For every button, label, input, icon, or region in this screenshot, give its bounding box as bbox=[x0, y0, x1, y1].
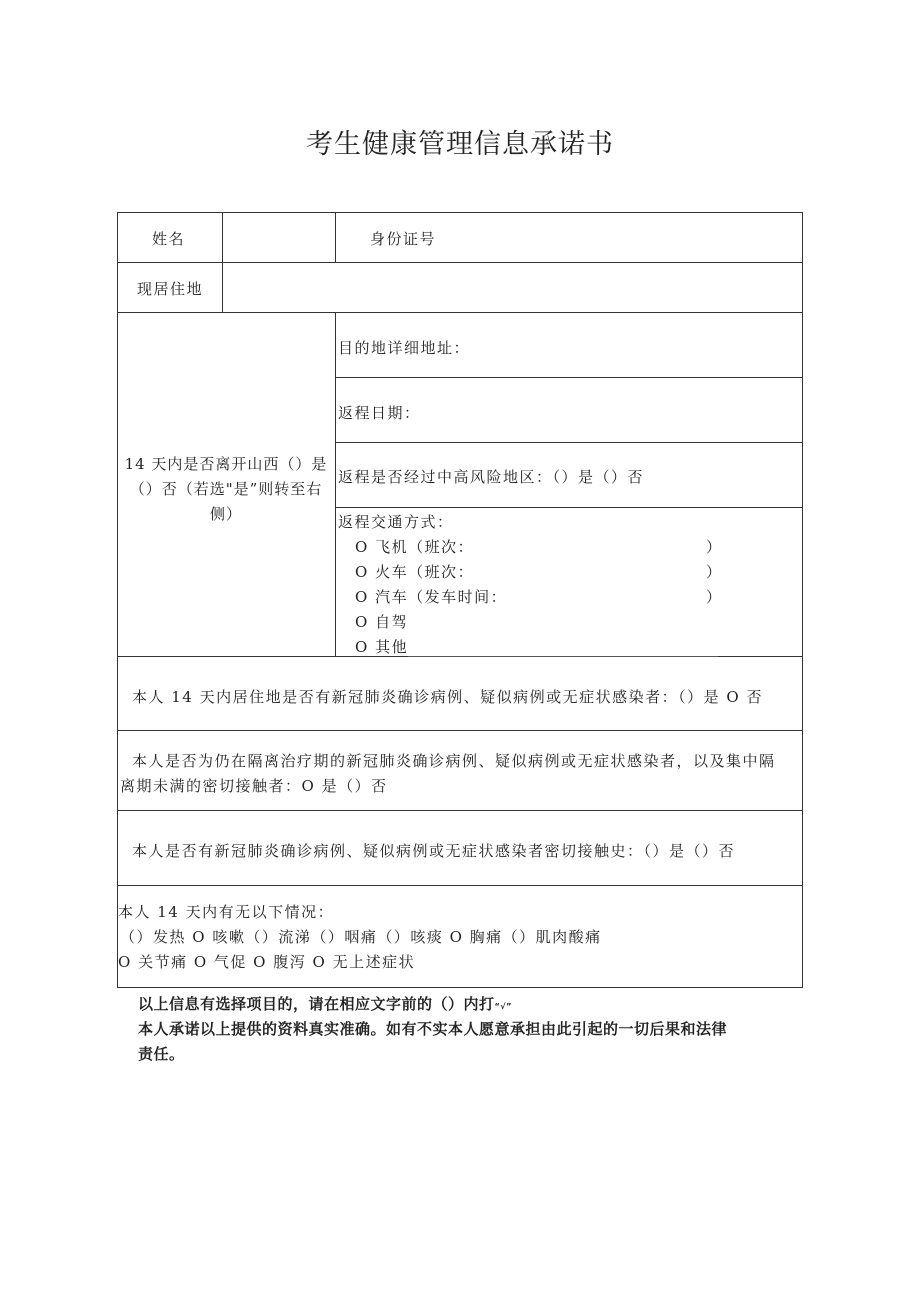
page-title: 考生健康管理信息承诺书 bbox=[306, 129, 614, 160]
transport-option-bus[interactable]: O 汽车（发车时间： bbox=[355, 588, 508, 606]
commitment-line2: 责任。 bbox=[138, 1045, 185, 1063]
other-underline-field[interactable] bbox=[408, 642, 718, 657]
question-isolation-line2: 离期未满的密切接触者：O 是（）否 bbox=[120, 777, 388, 795]
address-field[interactable] bbox=[223, 263, 802, 312]
question-residence-cases: 本人 14 天内居住地是否有新冠肺炎确诊病例、疑似病例或无症状感染者：（）是 O 否 bbox=[132, 688, 763, 706]
paren-close: ） bbox=[706, 588, 723, 606]
note-instruction-text: 以上信息有选择项目的，请在相应文字前的（）内打 bbox=[138, 995, 495, 1013]
transport-option-other[interactable] bbox=[355, 636, 718, 657]
paren-close: ） bbox=[706, 563, 723, 581]
question-line: 侧） bbox=[209, 505, 242, 523]
other-label: O 其他 bbox=[355, 638, 409, 656]
id-number-field[interactable] bbox=[440, 213, 802, 262]
left-shanxi-question bbox=[118, 452, 334, 527]
name-label: 姓名 bbox=[152, 230, 186, 248]
commitment-line1: 本人承诺以上提供的资料真实准确。如有不实本人愿意承担由此引起的一切后果和法律 bbox=[138, 1020, 728, 1038]
return-date-label: 返程日期： bbox=[338, 404, 421, 422]
id-number-label: 身份证号 bbox=[370, 230, 437, 248]
transport-label: 返程交通方式： bbox=[338, 513, 454, 531]
destination-label: 目的地详细地址： bbox=[338, 339, 471, 357]
question-isolation-line1: 本人是否为仍在隔离治疗期的新冠肺炎确诊病例、疑似病例或无症状感染者，以及集中隔 bbox=[132, 752, 776, 770]
transport-option-train[interactable]: O 火车（班次： bbox=[355, 563, 475, 581]
transport-option-plane[interactable]: O 飞机（班次： bbox=[355, 538, 475, 556]
question-contact-history: 本人是否有新冠肺炎确诊病例、疑似病例或无症状感染者密切接触史：（）是（）否 bbox=[132, 842, 736, 860]
symptoms-line1: （）发热 O 咳嗽（）流涕（）咽痛（）咳痰 O 胸痛（）肌肉酸痛 bbox=[120, 928, 602, 946]
note-instruction bbox=[138, 993, 512, 1014]
paren-close: ） bbox=[706, 538, 723, 556]
question-line: 14 天内是否离开山西（）是 bbox=[124, 455, 328, 473]
symptoms-title: 本人 14 天内有无以下情况： bbox=[118, 903, 335, 921]
question-line: （）否（若选"是”则转至右 bbox=[129, 480, 323, 498]
address-label: 现居住地 bbox=[137, 280, 204, 298]
name-field[interactable] bbox=[223, 213, 335, 262]
symptoms-line2: O 关节痛 O 气促 O 腹泻 O 无上述症状 bbox=[118, 953, 416, 971]
risk-area-question: 返程是否经过中高风险地区：（）是（）否 bbox=[338, 468, 645, 486]
transport-option-self-drive[interactable]: O 自驾 bbox=[355, 613, 409, 631]
checkmark-note: “√” bbox=[494, 1002, 512, 1011]
